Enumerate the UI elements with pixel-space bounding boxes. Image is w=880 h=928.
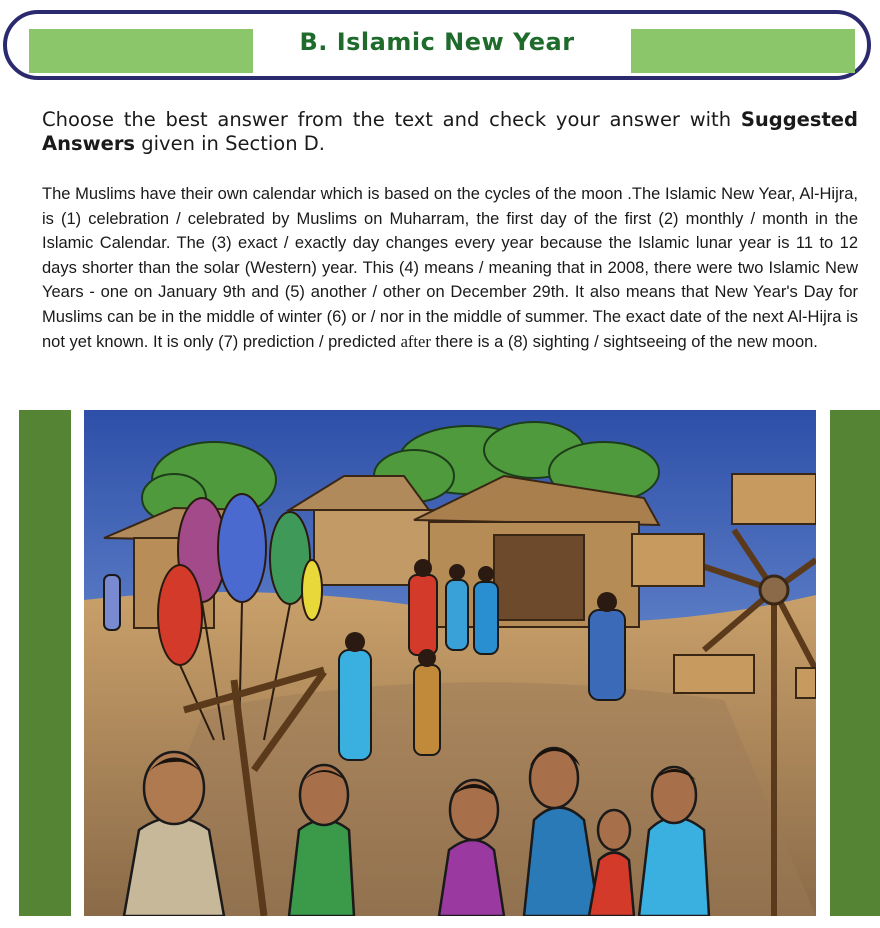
passage-part-1: The Muslims have their own calendar which is based on the cycles of the moon .The Islamic New Year, Al-Hijra, is (1) celebration / celebrated by Muslims on Muharram, the first day of the first (2) monthly / month in the Islamic Calendar. The (3) exact / exactly day changes every year because the Islamic lunar year is 11 to 12 days shorter than the solar (Western) year. This (4) means / meaning that in 2008, there were two Islamic New Years - one on January 9th and (5) another / other on December 29th. It also means that New Year's Day for Muslims can be in the middle of winter (6) or / nor in the middle of summer. The exact date of the next Al-Hijra is not yet known. It is only (7) prediction / predicted	[42, 185, 858, 351]
decorative-bar-left	[19, 410, 71, 916]
instruction-text	[42, 108, 858, 156]
passage-serif-word: after	[400, 331, 431, 351]
section-header	[3, 10, 871, 80]
suggested-answers-emphasis: Suggested Answers	[42, 108, 858, 155]
decorative-bar-right	[830, 410, 880, 916]
reading-passage	[42, 182, 858, 354]
passage-part-2: there is a (8) sighting / sightseeing of the new moon.	[430, 332, 818, 351]
instruction-text-after: given in Section D.	[135, 132, 325, 155]
instruction-text-before: Choose the best answer from the text and check your answer with	[42, 108, 741, 131]
festival-scene-image	[84, 410, 816, 916]
festival-illustration	[84, 410, 816, 916]
section-title: B. Islamic New Year	[299, 28, 575, 56]
